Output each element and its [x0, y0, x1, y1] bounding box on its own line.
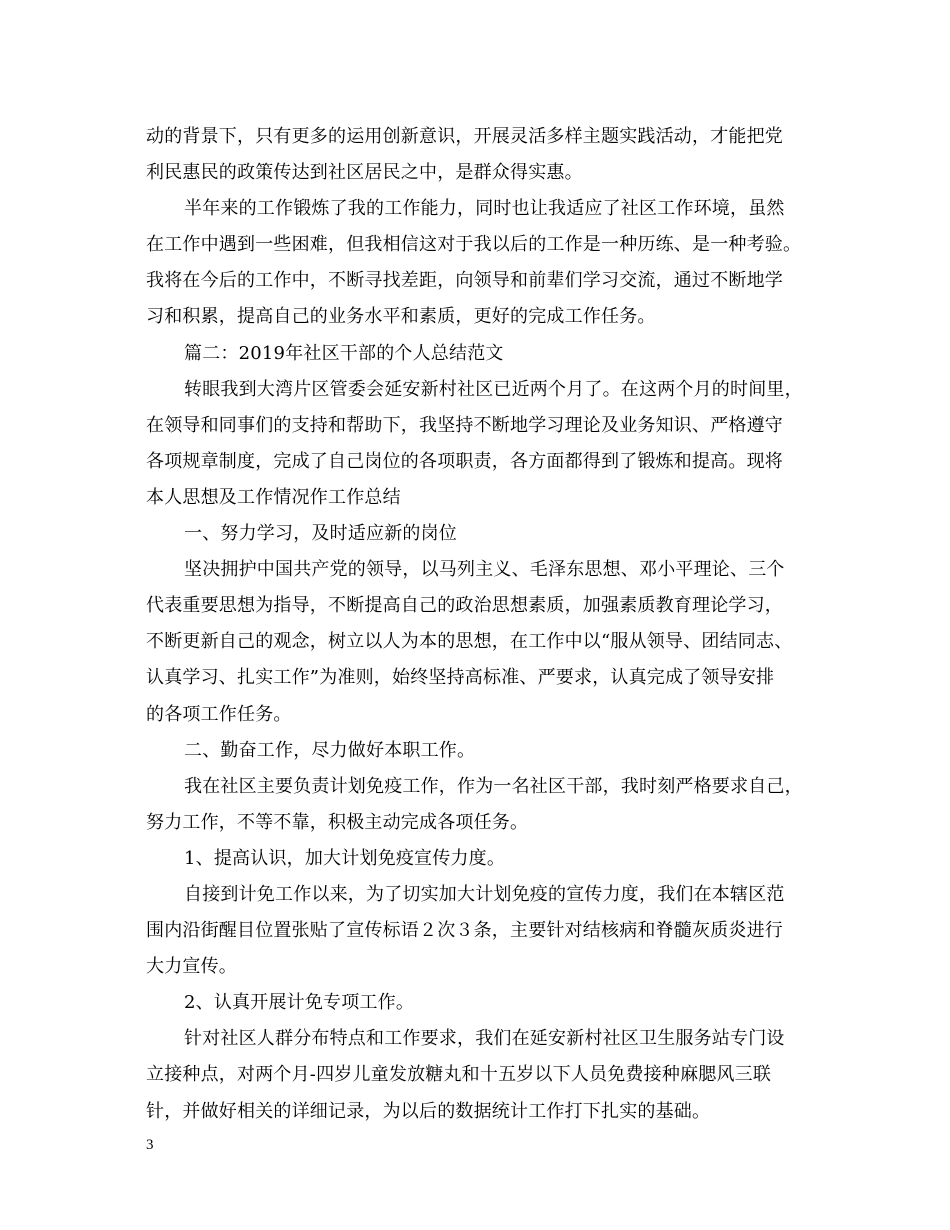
- paragraph-line: 在工作中遇到一些困难，但我相信这对于我以后的工作是一种历练、是一种考验。: [146, 234, 802, 256]
- paragraph-line: 不断更新自己的观念，树立以人为本的思想，在工作中以“服从领导、团结同志、: [146, 631, 793, 653]
- paragraph-line: 各项规章制度，完成了自己岗位的各项职责，各方面都得到了锻炼和提高。现将: [146, 450, 783, 472]
- paragraph-line: 针，并做好相关的详细记录，为以后的数据统计工作打下扎实的基础。: [146, 1100, 711, 1122]
- document-body: [146, 119, 808, 1130]
- paragraph-line: 立接种点，对两个月-四岁儿童发放糖丸和十五岁以下人员免费接种麻腮风三联: [146, 1064, 772, 1086]
- paragraph-line: 利民惠民的政策传达到社区居民之中，是群众得实惠。: [146, 162, 583, 184]
- paragraph-line: 转眼我到大湾片区管委会延安新村社区已近两个月了。在这两个月的时间里，: [184, 378, 803, 400]
- paragraph-line: 针对社区人群分布特点和工作要求，我们在延安新村社区卫生服务站专门设: [184, 1028, 785, 1050]
- paragraph-line: 2、认真开展计免专项工作。: [184, 992, 415, 1014]
- paragraph-line: 1、提高认识，加大计划免疫宣传力度。: [184, 847, 506, 869]
- paragraph-line: 的各项工作任务。: [146, 703, 292, 725]
- paragraph-line: 代表重要思想为指导，不断提高自己的政治思想素质，加强素质教育理论学习，: [146, 595, 783, 617]
- paragraph-line: 大力宣传。: [146, 956, 237, 978]
- paragraph-line: 在领导和同事们的支持和帮助下，我坚持不断地学习理论及业务知识、严格遵守: [146, 414, 783, 436]
- paragraph-line: 半年来的工作锻炼了我的工作能力，同时也让我适应了社区工作环境，虽然: [184, 198, 785, 220]
- paragraph-line: 本人思想及工作情况作工作总结: [146, 486, 401, 508]
- paragraph-line: 自接到计免工作以来，为了切实加大计划免疫的宣传力度，我们在本辖区范: [184, 883, 785, 905]
- page-number: 3: [146, 1137, 154, 1153]
- paragraph-line: 篇二：2019年社区干部的个人总结范文: [184, 342, 504, 364]
- paragraph-line: 围内沿街醒目位置张贴了宣传标语２次３条，主要针对结核病和脊髓灰质炎进行: [146, 920, 783, 942]
- paragraph-line: 坚决拥护中国共产党的领导，以马列主义、毛泽东思想、邓小平理论、三个: [184, 559, 785, 581]
- paragraph-line: 二、勤奋工作，尽力做好本职工作。: [184, 739, 476, 761]
- paragraph-line: 我在社区主要负责计划免疫工作，作为一名社区干部，我时刻严格要求自己，: [184, 775, 803, 797]
- paragraph-line: 认真学习、扎实工作”为准则，始终坚持高标准、严要求，认真完成了领导安排: [146, 667, 775, 689]
- paragraph-line: 动的背景下，只有更多的运用创新意识，开展灵活多样主题实践活动，才能把党: [146, 126, 783, 147]
- paragraph-line: 努力工作，不等不靠，积极主动完成各项任务。: [146, 811, 529, 833]
- paragraph-line: 一、努力学习，及时适应新的岗位: [184, 523, 457, 545]
- paragraph-line: 我将在今后的工作中，不断寻找差距，向领导和前辈们学习交流，通过不断地学: [146, 270, 783, 292]
- paragraph-line: 习和积累，提高自己的业务水平和素质，更好的完成工作任务。: [146, 306, 656, 328]
